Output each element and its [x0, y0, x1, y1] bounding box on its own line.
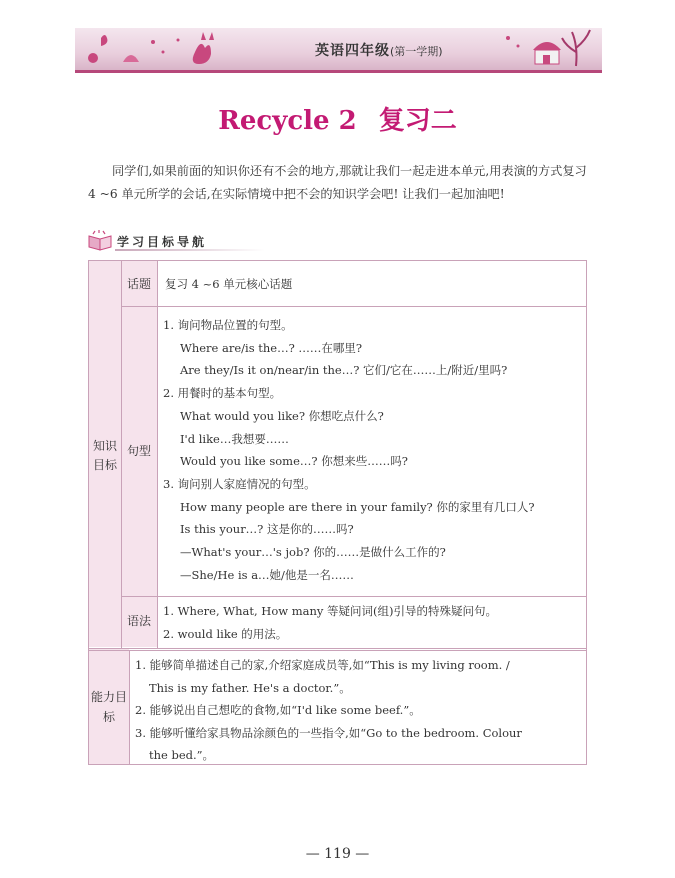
list-item: Are they/Is it on/near/in the…? 它们/它在……上/附近/里吗? — [180, 363, 508, 378]
grammar-label: 语法 — [126, 614, 151, 628]
topic-text: 复习 4 ~6 单元核心话题 — [165, 277, 293, 291]
ability-goals-label: 能力目标 — [90, 690, 127, 724]
sentence-pattern-label: 句型 — [126, 444, 151, 458]
list-item: —She/He is a…她/他是一名…… — [180, 567, 354, 582]
intro-paragraph: 同学们,如果前面的知识你还有不会的地方,那就让我们一起走进本单元,用表演的方式复习 4 ~6 单元所学的会话,在实际情境中把不会的知识学会吧! 让我们一起加油吧! — [88, 164, 587, 201]
bunny-decoration-icon — [83, 32, 223, 68]
page-title-en: Recycle 2 — [218, 106, 357, 136]
list-item: Where are/is the…? ……在哪里? — [180, 340, 363, 355]
ability-list — [135, 654, 522, 767]
list-item: 1. 询问物品位置的句型。 — [163, 318, 293, 332]
book-title: 英语四年级(第一学期) — [315, 43, 443, 59]
list-item: How many people are there in your family? 你的家里有几口人? — [180, 499, 535, 514]
house-decoration-icon — [488, 28, 598, 68]
list-item: the bed.”。 — [149, 748, 215, 762]
list-item: 2. would like 的用法。 — [163, 626, 288, 641]
sentence-pattern-list — [163, 314, 535, 586]
list-item: I'd like…我想要…… — [180, 431, 289, 446]
grammar-list — [163, 600, 497, 645]
list-item: 2. 能够说出自己想吃的食物,如“I'd like some beef.”。 — [135, 703, 421, 717]
list-item: This is my father. He's a doctor.”。 — [149, 680, 351, 695]
knowledge-goals-label: 知识目标 — [92, 439, 117, 472]
section-heading — [87, 230, 287, 252]
list-item: Is this your…? 这是你的……吗? — [180, 522, 354, 537]
page-title-cn: 复习二 — [378, 106, 457, 136]
section-heading-label: 学习目标导航 — [117, 235, 208, 249]
list-item: What would you like? 你想吃点什么? — [180, 408, 384, 423]
list-item: 1. 能够简单描述自己的家,介绍家庭成员等,如“This is my living room. / — [135, 658, 510, 672]
list-item: —What's your…'s job? 你的……是做什么工作的? — [180, 545, 446, 560]
page-number: — 119 — — [305, 846, 370, 862]
book-icon — [87, 230, 115, 252]
section-heading-underline — [115, 249, 265, 251]
list-item: 3. 能够听懂给家具物品涂颜色的一些指令,如“Go to the bedroom. Colour — [135, 725, 522, 740]
list-item: 3. 询问别人家庭情况的句型。 — [163, 476, 316, 491]
list-item: 2. 用餐时的基本句型。 — [163, 386, 282, 401]
list-item: 1. Where, What, How many 等疑问词(组)引导的特殊疑问句。 — [163, 604, 498, 618]
header-banner — [75, 28, 602, 73]
topic-label: 话题 — [126, 277, 151, 291]
page-title — [0, 100, 675, 137]
goals-table — [88, 260, 587, 765]
list-item: Would you like some…? 你想来些……吗? — [180, 454, 408, 469]
